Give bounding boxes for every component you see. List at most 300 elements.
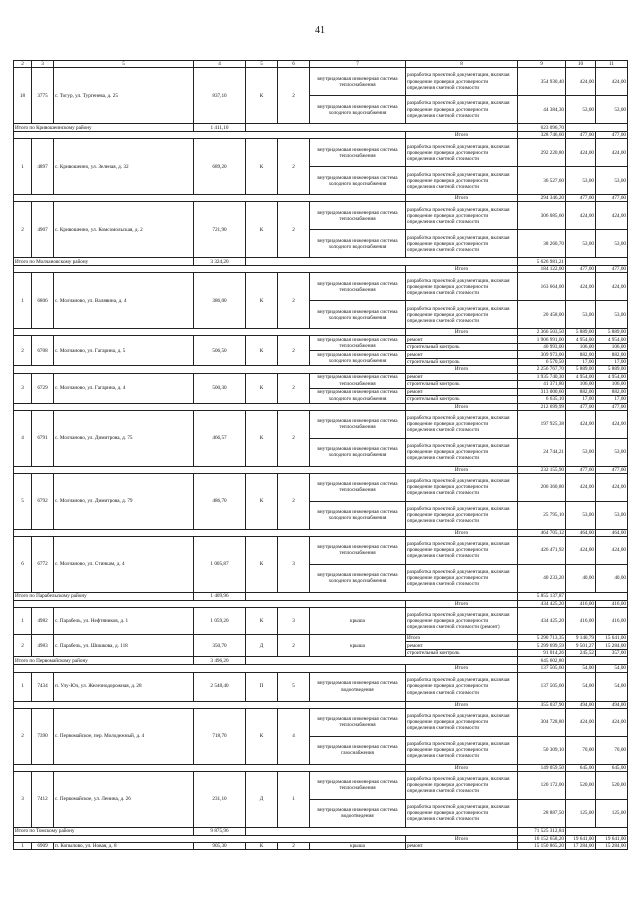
table-cell: 2 (278, 473, 310, 529)
work-type-cell: разработка проектной документации, включая проведение проверки достоверности определения сметной стоимости (406, 501, 518, 529)
work-type-cell: разработка проектной документации, включая проведение проверки достоверности определения сметной стоимости (406, 799, 518, 827)
district-total-label: Итого по Первомайскому району (14, 657, 194, 665)
building-row (14, 634, 628, 642)
table-cell: 53,00 (566, 96, 596, 124)
district-area-cell: 3 324,20 (194, 258, 246, 266)
table-cell: 5 (278, 672, 310, 701)
building-row (14, 672, 628, 701)
table-cell (246, 258, 518, 266)
itogo-label: Итого (406, 403, 518, 410)
itogo-sum-cell: 184 122,00 (518, 266, 566, 273)
district-area-cell: 3 496,20 (194, 657, 246, 665)
district-sum-cell: 71 525 312,84 (518, 827, 566, 835)
table-cell: 520,00 (596, 771, 628, 799)
table-cell: 17 284,00 (566, 842, 596, 850)
table-cell: с. Парабель, ул. Нефтяников, д. 1 (54, 607, 194, 634)
table-cell: внутридомовая инженерная система холодного водоснабжения (310, 388, 406, 403)
table-cell: 434 425,20 (518, 607, 566, 634)
district-area-cell: 9 875,96 (194, 827, 246, 835)
table-cell: 477,00 (566, 132, 596, 139)
table-cell: 2 (14, 634, 32, 657)
cost-cell: 163 664,00 (518, 273, 566, 301)
table-cell (14, 403, 406, 410)
building-row (14, 842, 628, 850)
table-cell: 15 150 865,20 (518, 842, 566, 850)
table-cell: П (246, 672, 278, 701)
itogo-sum-cell: 355 037,90 (518, 701, 566, 708)
area-cell: 231,10 (194, 771, 246, 827)
building-code-cell: 6791 (32, 410, 54, 466)
work-type-cell: разработка проектной документации, включая проведение проверки достоверности определения сметной стоимости (406, 230, 518, 258)
table-cell: 494,00 (566, 701, 596, 708)
table-cell: 1 (14, 607, 32, 634)
table-cell: 5 290 713,35 (518, 634, 566, 642)
table-cell: 17,00 (566, 358, 596, 366)
district-total-label: Итого по Томскому району (14, 827, 194, 835)
table-cell: 2 (278, 202, 310, 258)
table-cell (566, 657, 628, 665)
itogo-label: Итого (406, 132, 518, 139)
table-cell: 7434 (32, 672, 54, 701)
address-cell: с. Кривошеино, ул. Комсомольская, д. 2 (54, 202, 194, 258)
table-cell: 882,00 (566, 351, 596, 359)
building-row (14, 473, 628, 501)
itogo-sum-cell: 328 746,60 (518, 132, 566, 139)
table-cell: 416,00 (566, 600, 596, 607)
table-cell (566, 592, 628, 600)
table-cell: 477,00 (596, 403, 628, 410)
table-cell: 464,00 (596, 529, 628, 536)
table-cell: строительный контроль (406, 358, 518, 366)
table-cell (566, 124, 628, 132)
system-cell: внутридомовая инженерная система теплоснабжения (310, 202, 406, 230)
column-number-cell: 4 (194, 61, 246, 68)
itogo-label: Итого (406, 600, 518, 607)
system-cell: внутридомовая инженерная система холодного водоснабжения (310, 167, 406, 195)
table-cell: 53,00 (566, 167, 596, 195)
table-cell: К (246, 68, 278, 124)
table-cell: ремонт (406, 351, 518, 359)
district-total-row (14, 258, 628, 266)
table-cell: 416,00 (596, 607, 628, 634)
table-cell: 106,00 (566, 381, 596, 389)
system-cell: внутридомовая инженерная система теплоснабжения (310, 536, 406, 564)
table-cell: 125,00 (566, 799, 596, 827)
row-number-cell: 1 (14, 139, 32, 195)
itogo-sum-cell: 464 705,12 (518, 529, 566, 536)
table-cell: К (246, 473, 278, 529)
address-cell: с. Тогур, ул. Тургенева, д. 25 (54, 68, 194, 124)
building-code-cell: 6772 (32, 536, 54, 592)
table-cell: 53,00 (566, 501, 596, 529)
cost-cell: 292 220,80 (518, 139, 566, 167)
table-cell: 53,00 (566, 438, 596, 466)
table-cell: строительный контроль (406, 649, 518, 657)
area-cell: 718,70 (194, 708, 246, 764)
table-cell: 9 501,27 (566, 642, 596, 650)
table-cell: п. Копылово, ул. Новая, д. 8 (54, 842, 194, 850)
row-number-cell: 2 (14, 202, 32, 258)
cost-cell: 38 260,70 (518, 230, 566, 258)
system-cell: внутридомовая инженерная система холодного водоснабжения (310, 438, 406, 466)
district-total-row (14, 124, 628, 132)
item-total-row (14, 600, 628, 607)
row-number-cell: 5 (14, 473, 32, 529)
table-cell: 2 (278, 336, 310, 366)
table-cell: с. Парабель, ул. Шишкова, д. 118 (54, 634, 194, 657)
table-cell: 5 299 699,59 (518, 642, 566, 650)
building-row (14, 139, 628, 167)
table-cell: 424,00 (596, 708, 628, 736)
table-cell: 4982 (32, 607, 54, 634)
building-row (14, 536, 628, 564)
building-row (14, 336, 628, 344)
table-cell: 53,00 (596, 167, 628, 195)
table-cell: внутридомовая инженерная система водоотведения (310, 672, 406, 701)
building-row (14, 771, 628, 799)
table-cell: 520,00 (566, 771, 596, 799)
table-cell: 424,00 (566, 139, 596, 167)
table-cell: 5 889,00 (566, 366, 596, 373)
work-type-cell: разработка проектной документации, включая проведение проверки достоверности определения сметной стоимости (406, 202, 518, 230)
table-cell: 5 889,00 (566, 329, 596, 336)
address-cell: с. Молчаново, ул. Димитрова, д. 75 (54, 410, 194, 466)
itogo-sum-cell: 212 699,99 (518, 403, 566, 410)
table-cell: 2 548,40 (194, 672, 246, 701)
table-cell: 2 (14, 336, 32, 366)
area-cell: 837,10 (194, 68, 246, 124)
cost-cell: 44 384,30 (518, 96, 566, 124)
table-cell: Итого (406, 634, 518, 642)
table-cell: с. Молчаново, ул. Гагарина, д. 5 (54, 336, 194, 366)
column-number-cell: 5 (54, 61, 194, 68)
table-cell (246, 124, 518, 132)
table-cell: ремонт (406, 336, 518, 344)
table-cell: 424,00 (566, 473, 596, 501)
cost-cell: 206 360,80 (518, 473, 566, 501)
table-cell (246, 827, 518, 835)
table-cell: 4 (278, 708, 310, 764)
table-cell: 1 (278, 771, 310, 827)
table-cell: внутридомовая инженерная система холодного водоснабжения (310, 351, 406, 366)
system-cell: внутридомовая инженерная система холодного водоснабжения (310, 96, 406, 124)
table-cell: ремонт (406, 842, 518, 850)
table-cell: 15 284,00 (596, 842, 628, 850)
table-cell (566, 258, 628, 266)
area-cell: 1 005,87 (194, 536, 246, 592)
work-type-cell: разработка проектной документации, включая проведение проверки достоверности определения сметной стоимости (406, 564, 518, 592)
table-cell (14, 600, 406, 607)
itogo-label: Итого (406, 665, 518, 672)
cost-cell: 120 172,00 (518, 771, 566, 799)
column-number-cell: 6 (278, 61, 310, 68)
address-cell: с. Первомайское, ул. Ленина, д. 26 (54, 771, 194, 827)
table-cell: 6708 (32, 336, 54, 366)
work-type-cell: разработка проектной документации, включая проведение проверки достоверности определения сметной стоимости (406, 167, 518, 195)
table-cell: 245,52 (566, 649, 596, 657)
table-cell: 2 (278, 842, 310, 850)
table-cell: К (246, 273, 278, 329)
district-sum-cell: 5 626 981,21 (518, 258, 566, 266)
table-cell: 53,00 (566, 230, 596, 258)
table-cell: 424,00 (566, 273, 596, 301)
table-cell: ремонт (406, 388, 518, 396)
itogo-sum-cell: 294 346,20 (518, 195, 566, 202)
table-cell: 2 (278, 634, 310, 657)
table-cell: крыша (310, 634, 406, 657)
cost-cell: 306 085,60 (518, 202, 566, 230)
table-cell: разработка проектной документации, включая проведение проверки достоверности определения сметной стоимости (ремонт) (406, 607, 518, 634)
table-cell: строительный контроль (406, 343, 518, 351)
table-cell: К (246, 139, 278, 195)
table-cell: К (246, 536, 278, 592)
table-cell: 9 140,79 (566, 634, 596, 642)
table-cell: 424,00 (566, 536, 596, 564)
cost-cell: 197 925,38 (518, 410, 566, 438)
itogo-label: Итого (406, 835, 518, 842)
table-cell: 1 935 740,30 (518, 373, 566, 381)
table-cell: 424,00 (596, 536, 628, 564)
column-number-cell: 7 (310, 61, 406, 68)
table-cell: 4 954,00 (566, 373, 596, 381)
cost-cell: 354 930,40 (518, 68, 566, 96)
table-cell: 2 (278, 273, 310, 329)
table-cell: 424,00 (566, 708, 596, 736)
table-cell: 464,00 (566, 529, 596, 536)
work-type-cell: разработка проектной документации, включая проведение проверки достоверности определения сметной стоимости (406, 771, 518, 799)
system-cell: внутридомовая инженерная система холодного водоснабжения (310, 230, 406, 258)
table-cell: 477,00 (566, 195, 596, 202)
cost-cell: 304 728,80 (518, 708, 566, 736)
work-type-cell: разработка проектной документации, включая проведение проверки достоверности определения сметной стоимости (406, 139, 518, 167)
table-cell (246, 592, 518, 600)
district-sum-cell: 5 855 137,87 (518, 592, 566, 600)
table-cell: 4983 (32, 634, 54, 657)
table-cell: 4 954,00 (596, 336, 628, 344)
work-type-cell: разработка проектной документации, включая проведение проверки достоверности определения сметной стоимости (406, 273, 518, 301)
itogo-sum-cell: 2 366 503,50 (518, 329, 566, 336)
table-cell: 357,00 (596, 649, 628, 657)
table-cell: 70,00 (566, 736, 596, 764)
table-cell: 2 (278, 68, 310, 124)
system-cell: внутридомовая инженерная система водоотведения (310, 799, 406, 827)
table-cell: 1 059,20 (194, 607, 246, 634)
table-cell: п. Улу-Юл, ул. Железнодорожная, д. 28 (54, 672, 194, 701)
column-number-cell: 10 (566, 61, 596, 68)
table-cell: 905,30 (194, 842, 246, 850)
cost-cell: 426 471,92 (518, 536, 566, 564)
item-total-row (14, 132, 628, 139)
column-number-cell: 11 (596, 61, 628, 68)
row-number-cell: 4 (14, 410, 32, 466)
table-cell: 6909 (32, 842, 54, 850)
building-row (14, 607, 628, 634)
table-cell: К (246, 708, 278, 764)
building-row (14, 708, 628, 736)
table-cell: 15 641,00 (596, 634, 628, 642)
table-cell: 41 371,80 (518, 381, 566, 389)
table-cell: 3 (14, 373, 32, 403)
table-cell: 91 014,26 (518, 649, 566, 657)
itogo-label: Итого (406, 764, 518, 771)
table-cell: 53,00 (596, 230, 628, 258)
table-cell: 53,00 (596, 501, 628, 529)
item-total-row (14, 701, 628, 708)
system-cell: внутридомовая инженерная система теплоснабжения (310, 771, 406, 799)
item-total-row (14, 266, 628, 273)
column-number-cell: 2 (14, 61, 32, 68)
table-cell: 494,00 (596, 701, 628, 708)
cost-cell: 36 527,60 (518, 167, 566, 195)
table-cell (14, 132, 406, 139)
cost-cell: 40 233,20 (518, 564, 566, 592)
building-code-cell: 4907 (32, 202, 54, 258)
table-cell: Д (246, 634, 278, 657)
building-code-cell: 4897 (32, 139, 54, 195)
table-cell: 6 635,10 (518, 396, 566, 404)
table-cell: 53,00 (596, 96, 628, 124)
table-cell: 17,00 (596, 358, 628, 366)
capital-repair-register-table (13, 60, 628, 850)
column-number-cell: 8 (406, 61, 518, 68)
table-cell: 477,00 (596, 266, 628, 273)
item-total-row (14, 665, 628, 672)
system-cell: внутридомовая инженерная система холодного водоснабжения (310, 564, 406, 592)
table-cell: 3 (278, 607, 310, 634)
table-cell: 416,00 (596, 600, 628, 607)
table-cell: К (246, 202, 278, 258)
table-cell: разработка проектной документации, включая проведение проверки достоверности определения сметной стоимости (406, 672, 518, 701)
district-total-label: Итого по Парабельскому району (14, 592, 194, 600)
table-cell: 477,00 (566, 403, 596, 410)
district-total-row (14, 657, 628, 665)
table-cell: 477,00 (596, 466, 628, 473)
table-cell: 416,00 (566, 607, 596, 634)
cost-cell: 28 887,50 (518, 799, 566, 827)
table-cell: 5 889,00 (596, 366, 628, 373)
address-cell: с. Кривошеино, ул. Зеленая, д. 32 (54, 139, 194, 195)
table-cell: 424,00 (596, 68, 628, 96)
table-cell: 477,00 (596, 132, 628, 139)
area-cell: 689,20 (194, 139, 246, 195)
table-cell (14, 366, 406, 373)
table-cell: 313 000,60 (518, 388, 566, 396)
header-row (14, 61, 628, 68)
itogo-label: Итого (406, 329, 518, 336)
itogo-label: Итого (406, 466, 518, 473)
table-cell: 106,00 (596, 381, 628, 389)
building-code-cell: 3775 (32, 68, 54, 124)
cost-cell: 25 795,10 (518, 501, 566, 529)
item-total-row (14, 329, 628, 336)
itogo-sum-cell: 2 256 767,70 (518, 366, 566, 373)
table-cell: строительный контроль (406, 381, 518, 389)
table-cell: 309 973,00 (518, 351, 566, 359)
table-cell: 2 (278, 373, 310, 403)
table-cell: 424,00 (596, 410, 628, 438)
table-cell: 424,00 (566, 202, 596, 230)
system-cell: внутридомовая инженерная система теплоснабжения (310, 410, 406, 438)
row-number-cell: 6 (14, 536, 32, 592)
table-cell: К (246, 842, 278, 850)
district-sum-cell: 623 096,70 (518, 124, 566, 132)
table-cell (14, 835, 406, 842)
work-type-cell: разработка проектной документации, включая проведение проверки достоверности определения сметной стоимости (406, 301, 518, 329)
itogo-label: Итого (406, 701, 518, 708)
table-cell: 882,00 (566, 388, 596, 396)
table-cell: ремонт (406, 642, 518, 650)
work-type-cell: разработка проектной документации, включая проведение проверки достоверности определения сметной стоимости (406, 708, 518, 736)
row-number-cell: 18 (14, 68, 32, 124)
table-cell: 137 505,60 (518, 672, 566, 701)
table-cell: 500,30 (194, 373, 246, 403)
table-cell: строительный контроль (406, 396, 518, 404)
cost-cell: 24 744,21 (518, 438, 566, 466)
table-cell: 19 641,00 (596, 835, 628, 842)
itogo-label: Итого (406, 195, 518, 202)
itogo-label: Итого (406, 366, 518, 373)
work-type-cell: разработка проектной документации, включая проведение проверки достоверности определения сметной стоимости (406, 410, 518, 438)
work-type-cell: разработка проектной документации, включая проведение проверки достоверности определения сметной стоимости (406, 438, 518, 466)
table-cell: 2 (278, 410, 310, 466)
table-cell: 19 641,00 (566, 835, 596, 842)
table-cell: 1 (14, 842, 32, 850)
system-cell: внутридомовая инженерная система теплоснабжения (310, 473, 406, 501)
table-cell (14, 466, 406, 473)
building-row (14, 373, 628, 381)
table-cell: 17,00 (596, 396, 628, 404)
table-cell: 477,00 (566, 466, 596, 473)
table-cell (14, 329, 406, 336)
building-row (14, 273, 628, 301)
system-cell: внутридомовая инженерная система холодного водоснабжения (310, 301, 406, 329)
table-cell: 4 954,00 (596, 373, 628, 381)
area-cell: 721,90 (194, 202, 246, 258)
table-cell: 53,00 (566, 301, 596, 329)
building-row (14, 68, 628, 96)
table-cell: 1 906 991,00 (518, 336, 566, 344)
table-cell: К (246, 336, 278, 366)
table-cell (14, 701, 406, 708)
table-cell: 882,00 (596, 351, 628, 359)
work-type-cell: разработка проектной документации, включая проведение проверки достоверности определения сметной стоимости (406, 68, 518, 96)
table-cell (14, 195, 406, 202)
table-cell: 54,00 (566, 672, 596, 701)
building-row (14, 202, 628, 230)
table-cell: 424,00 (596, 139, 628, 167)
building-code-cell: 6792 (32, 473, 54, 529)
table-cell: 4 954,00 (566, 336, 596, 344)
system-cell: внутридомовая инженерная система газоснабжения (310, 736, 406, 764)
district-sum-cell: 645 602,80 (518, 657, 566, 665)
page-number: 41 (315, 25, 325, 36)
table-cell: 477,00 (596, 195, 628, 202)
column-number-cell: 5 (246, 61, 278, 68)
row-number-cell: 3 (14, 771, 32, 827)
table-cell: с. Молчаново, ул. Гагарина, д. 4 (54, 373, 194, 403)
table-cell: 424,00 (596, 273, 628, 301)
table-cell (566, 827, 628, 835)
table-cell: 645,00 (596, 764, 628, 771)
table-cell: 54,00 (566, 665, 596, 672)
cost-cell: 20 458,00 (518, 301, 566, 329)
address-cell: с. Молчаново, ул. Стинкам, д. 4 (54, 536, 194, 592)
system-cell: внутридомовая инженерная система теплоснабжения (310, 273, 406, 301)
table-cell: внутридомовая инженерная система теплоснабжения (310, 373, 406, 388)
item-total-row (14, 835, 628, 842)
table-cell: 15 284,00 (596, 642, 628, 650)
table-cell: 54,00 (596, 665, 628, 672)
